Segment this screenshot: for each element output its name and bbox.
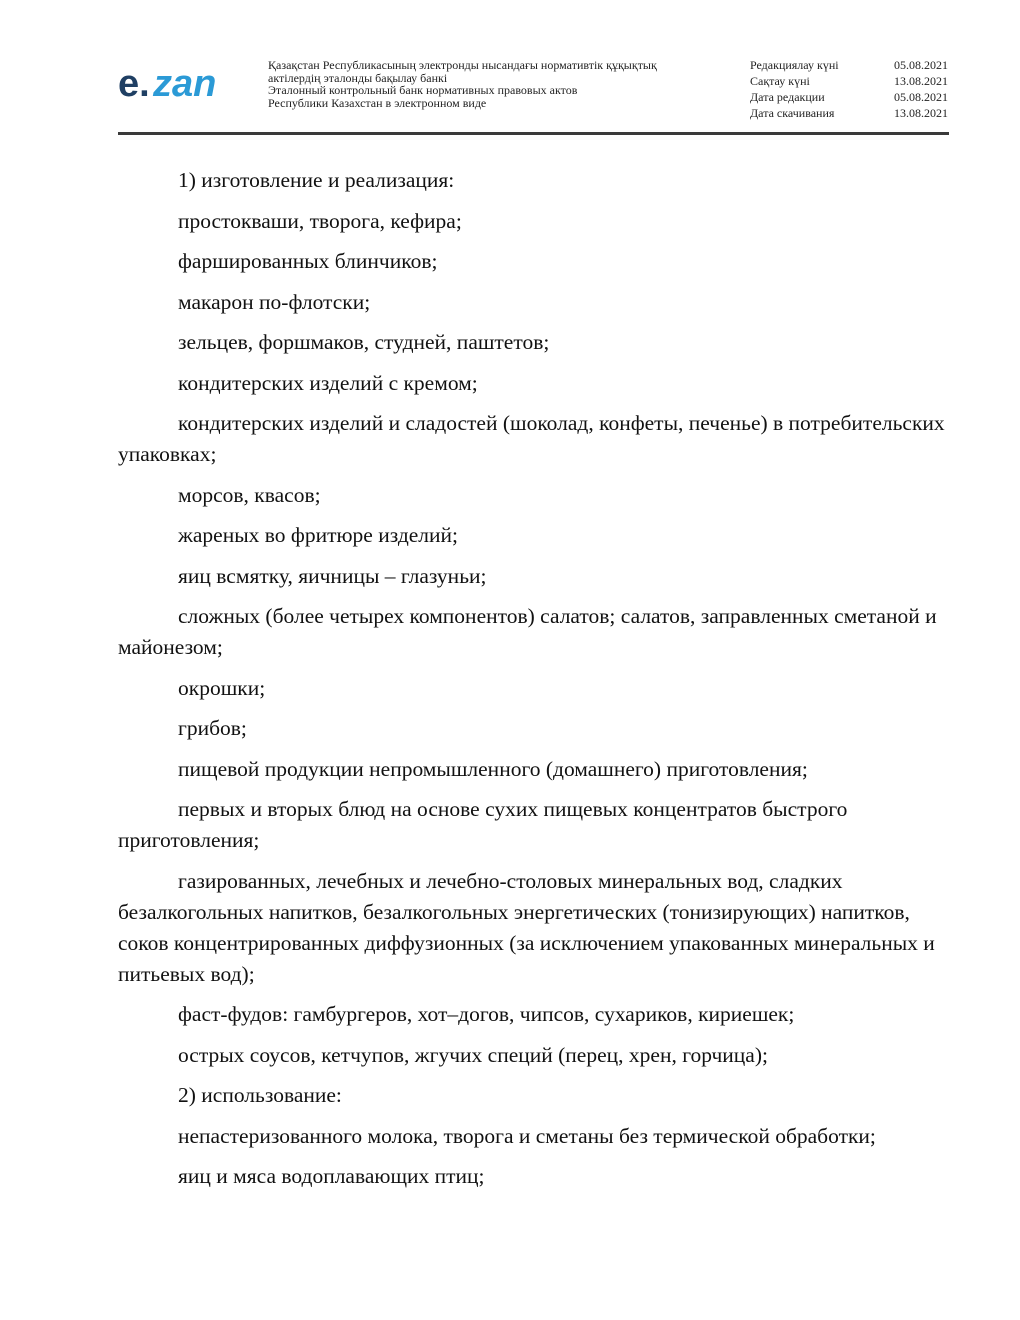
paragraph: пищевой продукции непромышленного (домашнего) приготовления;	[178, 756, 808, 781]
date-label: Редакциялау күні	[750, 58, 839, 72]
paragraph: фаст-фудов: гамбургеров, хот–догов, чипсов, сухариков, кириешек;	[178, 1002, 795, 1026]
paragraph: непастеризованного молока, творога и сметаны без термической обработки;	[178, 1123, 876, 1148]
paragraph: 1) изготовление и реализация:	[178, 168, 455, 192]
date-value: 05.08.2021	[894, 90, 948, 104]
date-row	[750, 57, 948, 73]
paragraph: первых и вторых блюд на основе сухих пищевых концентратов быстрого приготовления;	[118, 797, 848, 852]
header-divider	[118, 132, 949, 135]
date-label: Сақтау күні	[750, 74, 810, 88]
paragraph: фаршированных блинчиков;	[178, 249, 438, 273]
paragraph: кондитерских изделий с кремом;	[178, 370, 478, 395]
paragraph: 2) использование:	[178, 1083, 342, 1107]
date-label: Дата скачивания	[750, 106, 835, 120]
organization-name	[268, 59, 728, 109]
date-value: 13.08.2021	[894, 106, 948, 120]
paragraph: яиц всмятку, яичницы – глазуньи;	[178, 563, 487, 588]
document-body	[118, 165, 948, 1202]
org-line: Республики Казахстан в электронном виде	[268, 95, 487, 110]
paragraph: окрошки;	[178, 675, 266, 700]
date-row	[750, 89, 948, 105]
org-line: Эталонный контрольный банк нормативных правовых актов	[268, 83, 578, 97]
paragraph: грибов;	[178, 716, 247, 740]
paragraph: простокваши, творога, кефира;	[178, 208, 462, 233]
logo-zan: zan	[153, 63, 217, 105]
paragraph: острых соусов, кетчупов, жгучих специй (перец, хрен, горчица);	[178, 1042, 768, 1067]
paragraph: газированных, лечебных и лечебно-столовых минеральных вод, сладких безалкогольных напитков, безалкогольных энергетических (тонизирующих) напитков, соков концентрированных диффузионных (за исключением упакованных минеральных и питьевых вод);	[118, 868, 935, 986]
paragraph: яиц и мяса водоплавающих птиц;	[178, 1164, 485, 1188]
date-value: 05.08.2021	[894, 58, 948, 72]
date-table	[750, 57, 948, 121]
date-value: 13.08.2021	[894, 74, 948, 88]
paragraph: зельцев, форшмаков, студней, паштетов;	[178, 330, 550, 354]
org-line: актілердің эталонды бақылау банкі	[268, 70, 448, 85]
ezan-logo	[118, 62, 243, 106]
document-header	[118, 52, 948, 134]
logo-e: e.	[118, 63, 150, 105]
date-label: Дата редакции	[750, 90, 825, 104]
date-row	[750, 105, 948, 121]
paragraph: кондитерских изделий и сладостей (шоколад, конфеты, печенье) в потребительских упаковках;	[118, 411, 945, 466]
paragraph: жареных во фритюре изделий;	[178, 523, 459, 547]
paragraph: морсов, квасов;	[178, 482, 321, 507]
org-line: Қазақстан Республикасының электронды нысандағы нормативтік құқықтық	[268, 58, 657, 72]
paragraph: макарон по-флотски;	[178, 289, 371, 314]
paragraph: сложных (более четырех компонентов) салатов; салатов, заправленных сметаной и майонезом;	[118, 604, 937, 659]
date-row	[750, 73, 948, 89]
